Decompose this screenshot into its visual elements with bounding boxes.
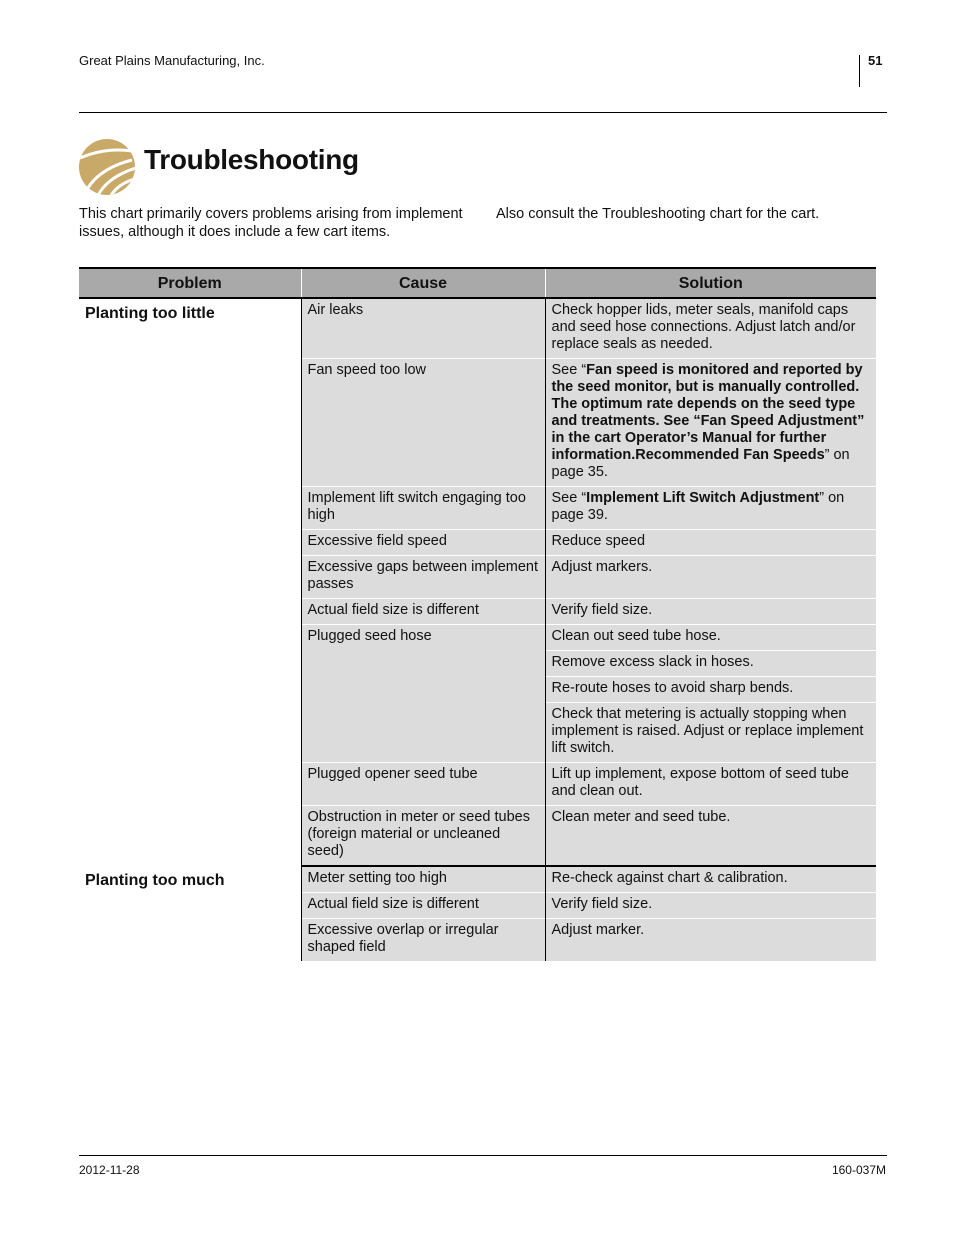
cause-cell: Actual field size is different xyxy=(301,599,545,625)
great-plains-logo-icon xyxy=(78,138,136,196)
footer-doc-number: 160-037M xyxy=(831,1163,886,1177)
cause-cell: Plugged seed hose xyxy=(301,625,545,763)
table-row xyxy=(79,298,876,359)
cause-cell: Air leaks xyxy=(301,298,545,359)
page-title: Troubleshooting xyxy=(144,144,359,175)
table-row xyxy=(79,866,876,893)
cause-cell: Excessive overlap or irregular shaped field xyxy=(301,919,545,962)
solution-cell: See “Fan speed is monitored and reported by the seed monitor, but is manually controlled. The optimum rate depends on the seed type and treatments. See “Fan Speed Adjustment” in the cart Operator’s Manual for further information.Recommended Fan Speeds” on page 35. xyxy=(545,359,876,487)
cause-cell: Obstruction in meter or seed tubes (foreign material or uncleaned seed) xyxy=(301,806,545,867)
solution-cell: Adjust markers. xyxy=(545,556,876,599)
footer-rule xyxy=(79,1155,887,1156)
table-header-row xyxy=(79,268,876,298)
solution-cell: Re-check against chart & calibration. xyxy=(545,866,876,893)
troubleshooting-table xyxy=(79,267,876,961)
solution-cell: Check that metering is actually stopping when implement is raised. Adjust or replace implement lift switch. xyxy=(545,703,876,763)
header-cause: Cause xyxy=(301,268,545,298)
solution-cell: Adjust marker. xyxy=(545,919,876,962)
cause-cell: Excessive gaps between implement passes xyxy=(301,556,545,599)
header-divider xyxy=(859,55,860,87)
header-rule xyxy=(79,112,887,113)
problem-cell: Planting too much xyxy=(79,866,301,961)
header-problem: Problem xyxy=(79,268,301,298)
company-name: Great Plains Manufacturing, Inc. xyxy=(79,53,265,68)
solution-cell: Check hopper lids, meter seals, manifold caps and seed hose connections. Adjust latch and/or replace seals as needed. xyxy=(545,298,876,359)
solution-cell: Clean out seed tube hose. xyxy=(545,625,876,651)
cause-cell: Actual field size is different xyxy=(301,893,545,919)
page-number: 51 xyxy=(868,53,883,68)
footer-date: 2012-11-28 xyxy=(79,1163,140,1177)
cause-cell: Plugged opener seed tube xyxy=(301,763,545,806)
cross-reference: Fan speed is monitored and reported by the seed monitor, but is manually controlled. The optimum rate depends on the seed type and treatments. See “Fan Speed Adjustment” in the cart Operator’s Manual for further information.Recommended Fan Speeds xyxy=(551,362,865,463)
intro-text: This chart primarily covers problems arising from implement issues, although it does include a few cart items. xyxy=(79,206,463,240)
solution-cell: Remove excess slack in hoses. xyxy=(545,651,876,677)
solution-cell: Clean meter and seed tube. xyxy=(545,806,876,867)
solution-cell: Lift up implement, expose bottom of seed tube and clean out. xyxy=(545,763,876,806)
solution-cell: See “Implement Lift Switch Adjustment” on page 39. xyxy=(545,487,876,530)
cause-cell: Fan speed too low xyxy=(301,359,545,487)
cause-cell: Implement lift switch engaging too high xyxy=(301,487,545,530)
intro-note: Also consult the Troubleshooting chart for the cart. xyxy=(496,206,820,222)
cross-reference: Implement Lift Switch Adjustment xyxy=(586,490,820,506)
solution-cell: Verify field size. xyxy=(545,599,876,625)
header-solution: Solution xyxy=(545,268,876,298)
solution-cell: Reduce speed xyxy=(545,530,876,556)
cause-cell: Meter setting too high xyxy=(301,866,545,893)
problem-cell: Planting too little xyxy=(79,298,301,866)
solution-cell: Verify field size. xyxy=(545,893,876,919)
solution-cell: Re-route hoses to avoid sharp bends. xyxy=(545,677,876,703)
cause-cell: Excessive field speed xyxy=(301,530,545,556)
